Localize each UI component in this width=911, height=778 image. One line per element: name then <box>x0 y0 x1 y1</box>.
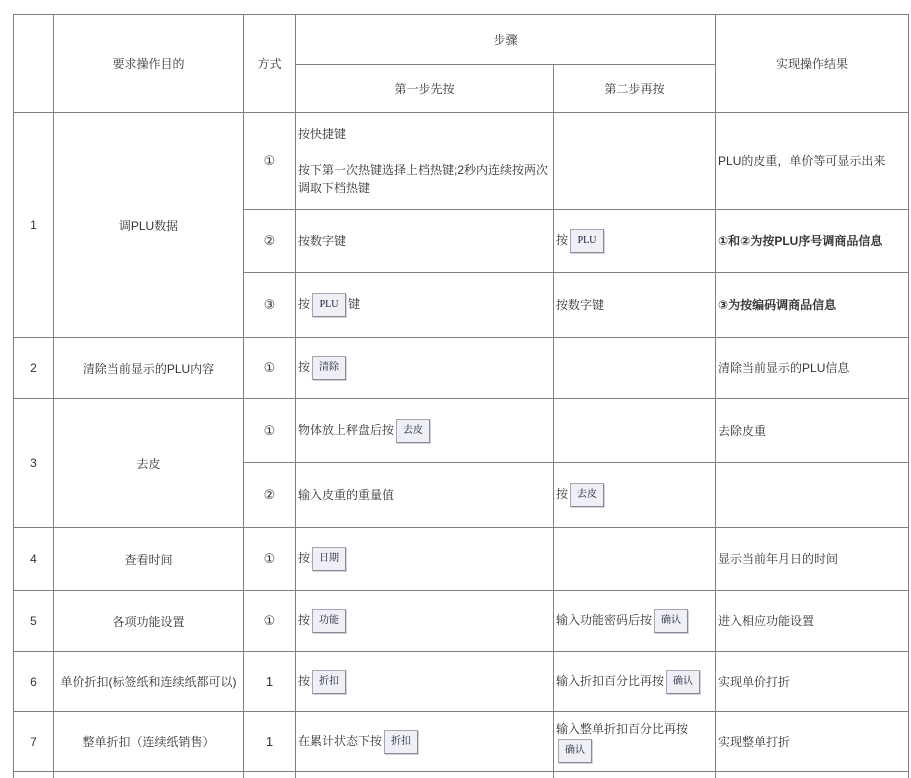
step-line <box>298 232 551 250</box>
row-number: 4 <box>14 528 54 591</box>
step-line <box>298 355 551 381</box>
method-cell: ① <box>244 591 296 652</box>
step-line <box>298 546 551 572</box>
table-row <box>14 338 909 399</box>
header-purpose: 要求操作目的 <box>54 15 244 113</box>
table-row <box>14 399 909 463</box>
step-text: 按数字键 <box>556 298 605 312</box>
step-line <box>298 418 551 444</box>
row-number: 2 <box>14 338 54 399</box>
method-cell: ③ <box>244 273 296 338</box>
step-text: 输入功能密码后按 <box>556 613 653 628</box>
table-row <box>14 528 909 591</box>
step2-cell <box>554 652 716 712</box>
step2-cell <box>554 463 716 528</box>
step-text: 按 <box>556 233 569 248</box>
step2-cell <box>554 591 716 652</box>
result-cell: ①和②为按PLU序号调商品信息 <box>716 210 909 273</box>
header-step2: 第二步再按 <box>554 65 716 113</box>
step-line <box>556 720 713 764</box>
method-cell: 1 <box>244 712 296 772</box>
step-line <box>298 486 551 504</box>
step2-cell <box>554 338 716 399</box>
step-text: 按 <box>556 487 569 502</box>
header-method: 方式 <box>244 15 296 113</box>
key-cap: 日期 <box>312 547 346 571</box>
step-text: 按 <box>298 551 311 566</box>
manual-page <box>13 14 909 778</box>
key-cap: PLU <box>570 229 604 253</box>
step2-cell <box>554 712 716 772</box>
step1-cell <box>296 463 554 528</box>
step-text: 按 <box>298 360 311 375</box>
header-num <box>14 15 54 113</box>
step-text: 按快捷键 <box>298 127 347 141</box>
purpose-cell: 查看时间 <box>54 528 244 591</box>
method-cell: ① <box>244 528 296 591</box>
purpose-cell: 单价折扣(标签纸和连续纸都可以) <box>54 652 244 712</box>
step-line <box>556 608 713 634</box>
row-number: 1 <box>14 113 54 338</box>
method-cell: ① <box>244 338 296 399</box>
step1-cell <box>296 338 554 399</box>
step2-cell <box>554 273 716 338</box>
step1-cell <box>296 210 554 273</box>
purpose-cell: 整单折扣（连续纸销售） <box>54 712 244 772</box>
step-text: 输入皮重的重量值 <box>298 488 395 502</box>
step-line <box>298 608 551 634</box>
key-cap: 清除 <box>312 356 346 380</box>
step-text: 输入折扣百分比再按 <box>556 673 665 688</box>
purpose-cell: 清除当前显示的PLU内容 <box>54 338 244 399</box>
header-steps: 步骤 <box>296 15 716 65</box>
header-result: 实现操作结果 <box>716 15 909 113</box>
table-body <box>14 113 909 778</box>
row-number: 3 <box>14 399 54 528</box>
step2-cell <box>554 113 716 210</box>
step1-cell <box>296 113 554 210</box>
table-row <box>14 652 909 712</box>
step-text: 按 <box>298 673 311 688</box>
row-number: 7 <box>14 712 54 772</box>
method-cell: ① <box>244 113 296 210</box>
key-cap: 确认 <box>666 670 700 694</box>
step-line <box>298 161 551 197</box>
step-text: 键 <box>348 297 361 312</box>
result-cell: 进入相应功能设置 <box>716 591 909 652</box>
row-number: 6 <box>14 652 54 712</box>
purpose-cell: 调PLU数据 <box>54 113 244 338</box>
key-cap: 确认 <box>654 609 688 633</box>
key-cap: 折扣 <box>312 670 346 694</box>
method-cell: ② <box>244 210 296 273</box>
result-cell <box>716 463 909 528</box>
table-row <box>14 712 909 772</box>
step-text: 物体放上秤盘后按 <box>298 422 395 437</box>
table-row <box>14 113 909 210</box>
purpose-cell: 去皮 <box>54 399 244 528</box>
table-row <box>14 591 909 652</box>
step-text: 按 <box>298 297 311 312</box>
header-step1: 第一步先按 <box>296 65 554 113</box>
key-cap: 功能 <box>312 609 346 633</box>
step-line <box>298 669 551 695</box>
step2-cell <box>554 399 716 463</box>
result-cell: 实现整单打折 <box>716 712 909 772</box>
key-cap: PLU <box>312 293 346 317</box>
result-cell: 实现单价打折 <box>716 652 909 712</box>
result-cell: ③为按编码调商品信息 <box>716 273 909 338</box>
step-line <box>298 729 551 755</box>
row-number: 5 <box>14 591 54 652</box>
step1-cell <box>296 273 554 338</box>
method-cell: ① <box>244 399 296 463</box>
table-header <box>14 15 909 113</box>
step1-cell <box>296 591 554 652</box>
result-cell: 清除当前显示的PLU信息 <box>716 338 909 399</box>
key-cap: 去皮 <box>570 483 604 507</box>
step-line <box>298 125 551 143</box>
step1-cell <box>296 712 554 772</box>
step2-cell <box>554 528 716 591</box>
step-text: 在累计状态下按 <box>298 733 383 748</box>
step-line <box>298 143 551 161</box>
step-line <box>556 296 713 314</box>
step-line <box>556 669 713 695</box>
result-cell: 去除皮重 <box>716 399 909 463</box>
method-cell: ② <box>244 463 296 528</box>
purpose-cell: 各项功能设置 <box>54 591 244 652</box>
key-cap: 确认 <box>558 739 592 763</box>
operation-table <box>13 14 909 778</box>
key-cap: 折扣 <box>384 730 418 754</box>
key-cap: 去皮 <box>396 419 430 443</box>
step-line <box>298 292 551 318</box>
step-text: 输入整单折扣百分比再按 <box>556 721 689 736</box>
step-text: 按 <box>298 613 311 628</box>
step2-cell <box>554 210 716 273</box>
step1-cell <box>296 528 554 591</box>
step-line <box>556 228 713 254</box>
result-cell: 显示当前年月日的时间 <box>716 528 909 591</box>
method-cell: 1 <box>244 652 296 712</box>
step-text: 按下第一次热键选择上档热键;2秒内连续按两次调取下档热键 <box>298 163 549 195</box>
step-line <box>556 482 713 508</box>
step1-cell <box>296 399 554 463</box>
result-cell: PLU的皮重，单价等可显示出来 <box>716 113 909 210</box>
step-text: 按数字键 <box>298 234 347 248</box>
step1-cell <box>296 652 554 712</box>
